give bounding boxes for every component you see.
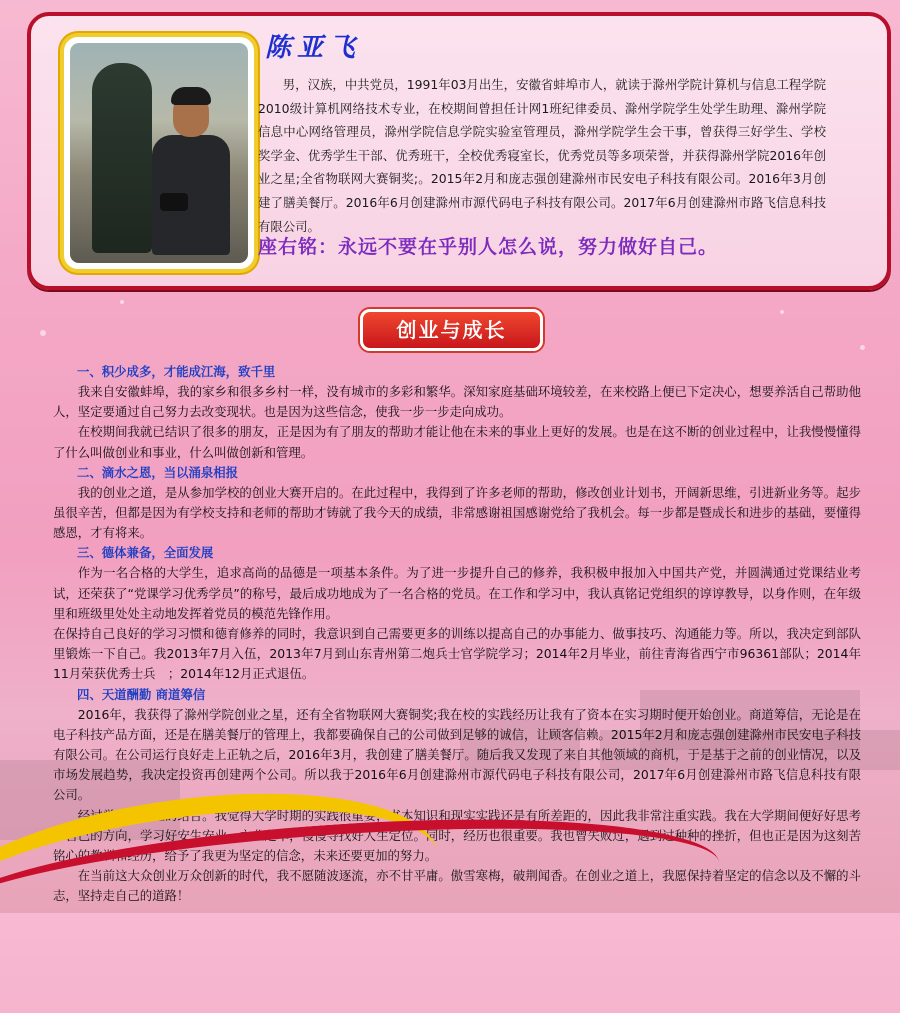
section-title: 三、德体兼备，全面发展	[77, 545, 214, 561]
profile-name: 陈亚飞	[265, 33, 362, 63]
article-body	[53, 362, 861, 907]
section-paragraph: 我来自安徽蚌埠，我的家乡和很多乡村一样，没有城市的多彩和繁华。深知家庭基础环境较差，在来校路上便已下定决心，想要养活自己帮助他人，坚定要通过自己努力去改变现状。也是因为这些信念，使我一步一步走向成功。	[53, 384, 861, 420]
section-paragraph: 在保持自己良好的学习习惯和德育修养的同时，我意识到自己需要更多的训练以提高自己的办事能力、做事技巧、沟通能力等。所以，我决定到部队里锻炼一下自己。我2013年7月入伍，2013年7月到山东青州第二炮兵士官学院学习；2014年2月毕业，前往青海省西宁市96361部队；2014年11月荣获优秀士兵 ；2014年12月正式退伍。	[53, 626, 861, 682]
profile-bio: 男，汉族，中共党员，1991年03月出生，安徽省蚌埠市人，就读于滁州学院计算机与信息工程学院2010级计算机网络技术专业，在校期间曾担任计网1班纪律委员、滁州学院学生处学生助理、滁州学院信息中心网络管理员，滁州学院信息学院实验室管理员，滁州学院学生会干事，曾获得三好学生、学校奖学金、优秀学生干部、优秀班干，全校优秀寝室长，优秀党员等多项荣誉，并获得滁州学院2016年创业之星;全省物联网大赛铜奖;。2015年2月和庞志强创建滁州市民安电子科技有限公司。2016年3月创建了膳美餐厅。2016年6月创建滁州市源代码电子科技有限公司。2017年6月创建滁州市路飞信息科技有限公司。	[258, 77, 826, 234]
section-paragraph: 经过学习和创业的结合。我觉得大学时期的实践很重要，书本知识和现实实践还是有所差距的，因此我非常注重实践。我在大学期间便好好思考了自己的方向，学习好安生安业，立业之本，慢慢寻找好人生定位。同时，经历也很重要。我也曾失败过，遇到过种种的挫折，但也正是因为这刻苦铭心的教训和经历，给予了我更为坚定的信念，未来还要更加的努力。	[53, 807, 861, 864]
person-hair-shape	[171, 87, 211, 105]
section-paragraph: 在当前这大众创业万众创新的时代，我不愿随波逐流，亦不甘平庸。傲雪寒梅，破荆闻香。在创业之道上，我愿保持着坚定的信念以及不懈的斗志，坚持走自己的道路！	[53, 868, 861, 904]
sparkle-decoration	[120, 300, 124, 304]
section-banner: 创业与成长	[360, 309, 543, 351]
section-paragraph: 在校期间我就已结识了很多的朋友，正是因为有了朋友的帮助才能让他在未来的事业上更好的发展。也是在这不断的创业过程中，让我慢慢懂得了什么叫做创业和事业，什么叫做创新和管理。	[53, 424, 861, 460]
section-title: 四、天道酬勤 商道筹信	[77, 686, 206, 702]
section-paragraph: 2016年，我获得了滁州学院创业之星，还有全省物联网大赛铜奖;我在校的实践经历让我有了资本在实习期时便开始创业。商道筹信，无论是在电子科技产品方面，还是在膳美餐厅的管理上，我都要确保自己的公司做到足够的诚信，让顾客信赖。2015年2月和庞志强创建滁州市民安电子科技有限公司。在公司运行良好走上正轨之后，2016年3月，我创建了膳美餐厅。随后我又发现了来自其他领域的商机，于是基于之前的创业情况，以及市场发展趋势，我决定投资再创建两个公司。所以我于2016年6月创建滁州市源代码电子科技有限公司，2017年6月创建滁州市路飞信息科技有限公司。	[53, 706, 861, 803]
profile-photo-frame	[64, 37, 254, 269]
sparkle-decoration	[860, 345, 865, 350]
section-paragraph: 我的创业之道，是从参加学校的创业大赛开启的。在此过程中，我得到了许多老师的帮助，修改创业计划书，开阔新思维，引进新业务等。起步虽很辛苦，但都是因为有学校支持和老师的帮助才铸就了我今天的成绩，非常感谢祖国感谢党给了我机会。每一步都是暨成长和进步的基础，要懂得感恩，才有将来。	[53, 484, 861, 541]
section-paragraph: 作为一名合格的大学生，追求高尚的品德是一项基本条件。为了进一步提升自己的修养，我积极申报加入中国共产党，并圆满通过党课结业考试，还荣获了“党课学习优秀学员”的称号，最后成功地成为了一名合格的党员。在工作和学习中，我认真铭记党组织的谆谆教导，以身作则，在年级里和班级里处处主动地发挥着党员的模范先锋作用。	[53, 565, 861, 621]
camera-shape	[160, 193, 188, 211]
statue-shape	[92, 63, 152, 253]
section-title: 二、滴水之恩，当以涌泉相报	[77, 464, 239, 480]
profile-motto: 座右铭：永远不要在乎别人怎么说，努力做好自己。	[258, 236, 719, 258]
sparkle-decoration	[40, 330, 46, 336]
section-title: 一、积少成多，才能成江海，致千里	[77, 364, 276, 379]
sparkle-decoration	[780, 310, 784, 314]
profile-photo	[70, 43, 248, 263]
